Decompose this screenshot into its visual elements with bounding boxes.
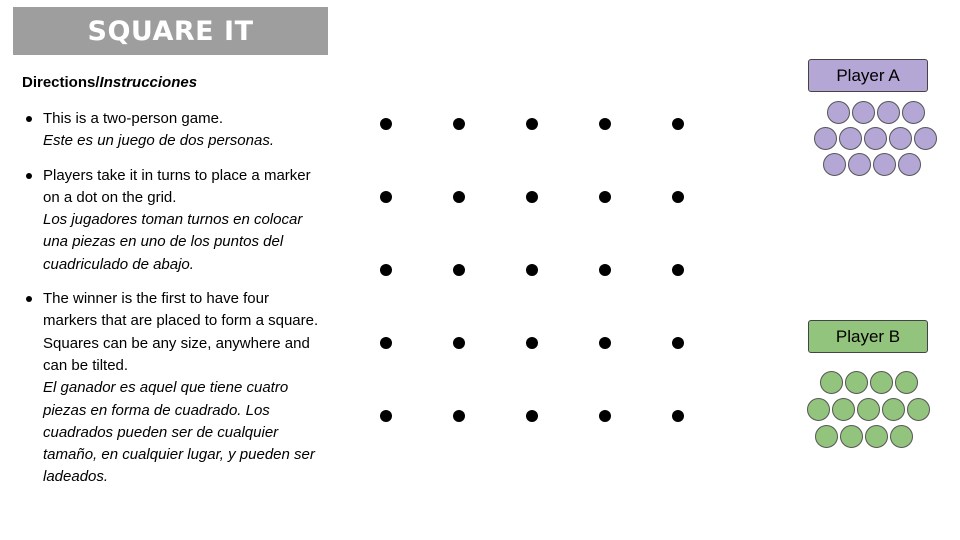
rule-text-es: Este es un juego de dos personas. bbox=[43, 132, 274, 150]
marker-token[interactable] bbox=[890, 425, 913, 448]
grid-dot[interactable] bbox=[380, 264, 392, 276]
grid-dot[interactable] bbox=[672, 337, 684, 349]
grid-dot[interactable] bbox=[380, 118, 392, 130]
marker-token[interactable] bbox=[840, 425, 863, 448]
grid-dot[interactable] bbox=[599, 191, 611, 203]
marker-token[interactable] bbox=[815, 425, 838, 448]
grid-dot[interactable] bbox=[526, 191, 538, 203]
marker-token[interactable] bbox=[870, 371, 893, 394]
marker-token[interactable] bbox=[807, 398, 830, 421]
marker-token[interactable] bbox=[839, 127, 862, 150]
rules-list bbox=[22, 108, 322, 501]
marker-token[interactable] bbox=[865, 425, 888, 448]
marker-token[interactable] bbox=[907, 398, 930, 421]
grid-dot[interactable] bbox=[526, 410, 538, 422]
grid-dot[interactable] bbox=[599, 118, 611, 130]
grid-dot[interactable] bbox=[380, 410, 392, 422]
marker-token[interactable] bbox=[820, 371, 843, 394]
grid-dot[interactable] bbox=[672, 264, 684, 276]
marker-token[interactable] bbox=[889, 127, 912, 150]
marker-token[interactable] bbox=[845, 371, 868, 394]
rule-item bbox=[22, 108, 322, 153]
marker-token[interactable] bbox=[857, 398, 880, 421]
player-b-label[interactable]: Player B bbox=[808, 320, 928, 353]
grid-dot[interactable] bbox=[672, 118, 684, 130]
directions-heading-en: Directions/ bbox=[22, 74, 100, 91]
grid-dot[interactable] bbox=[599, 264, 611, 276]
rule-text-en: The winner is the first to have four markers that are placed to form a square. Squares can be any size, anywhere and can be tilted. bbox=[43, 290, 319, 374]
grid-dot[interactable] bbox=[453, 264, 465, 276]
marker-token[interactable] bbox=[827, 101, 850, 124]
marker-token[interactable] bbox=[914, 127, 937, 150]
rule-item bbox=[22, 288, 322, 489]
marker-token[interactable] bbox=[864, 127, 887, 150]
grid-dot[interactable] bbox=[526, 337, 538, 349]
grid-dot[interactable] bbox=[672, 410, 684, 422]
grid-dot[interactable] bbox=[380, 191, 392, 203]
marker-token[interactable] bbox=[852, 101, 875, 124]
directions-heading bbox=[22, 74, 197, 91]
marker-token[interactable] bbox=[882, 398, 905, 421]
marker-token[interactable] bbox=[898, 153, 921, 176]
title-banner bbox=[13, 7, 328, 55]
rule-text-es: Los jugadores toman turnos en colocar una piezas en uno de los puntos del cuadriculado de abajo. bbox=[43, 211, 303, 273]
rule-item bbox=[22, 165, 322, 276]
grid-dot[interactable] bbox=[453, 337, 465, 349]
grid-dot[interactable] bbox=[526, 118, 538, 130]
marker-token[interactable] bbox=[823, 153, 846, 176]
grid-dot[interactable] bbox=[599, 410, 611, 422]
marker-token[interactable] bbox=[848, 153, 871, 176]
rule-text-es: El ganador es aquel que tiene cuatro piezas en forma de cuadrado. Los cuadrados pueden ser de cualquier tamaño, en cualquier lugar, y pueden ser ladeados. bbox=[43, 379, 315, 486]
marker-token[interactable] bbox=[895, 371, 918, 394]
grid-dot[interactable] bbox=[453, 191, 465, 203]
grid-dot[interactable] bbox=[453, 410, 465, 422]
directions-heading-es: Instrucciones bbox=[99, 74, 198, 91]
rule-text-en: This is a two-person game. bbox=[43, 110, 224, 127]
grid-dot[interactable] bbox=[453, 118, 465, 130]
game-title: SQUARE IT bbox=[87, 15, 254, 47]
grid-dot[interactable] bbox=[526, 264, 538, 276]
grid-dot[interactable] bbox=[672, 191, 684, 203]
marker-token[interactable] bbox=[873, 153, 896, 176]
marker-token[interactable] bbox=[902, 101, 925, 124]
grid-dot[interactable] bbox=[599, 337, 611, 349]
marker-token[interactable] bbox=[832, 398, 855, 421]
grid-dot[interactable] bbox=[380, 337, 392, 349]
player-a-label[interactable]: Player A bbox=[808, 59, 928, 92]
rule-text-en: Players take it in turns to place a marker on a dot on the grid. bbox=[43, 166, 311, 206]
marker-token[interactable] bbox=[877, 101, 900, 124]
marker-token[interactable] bbox=[814, 127, 837, 150]
